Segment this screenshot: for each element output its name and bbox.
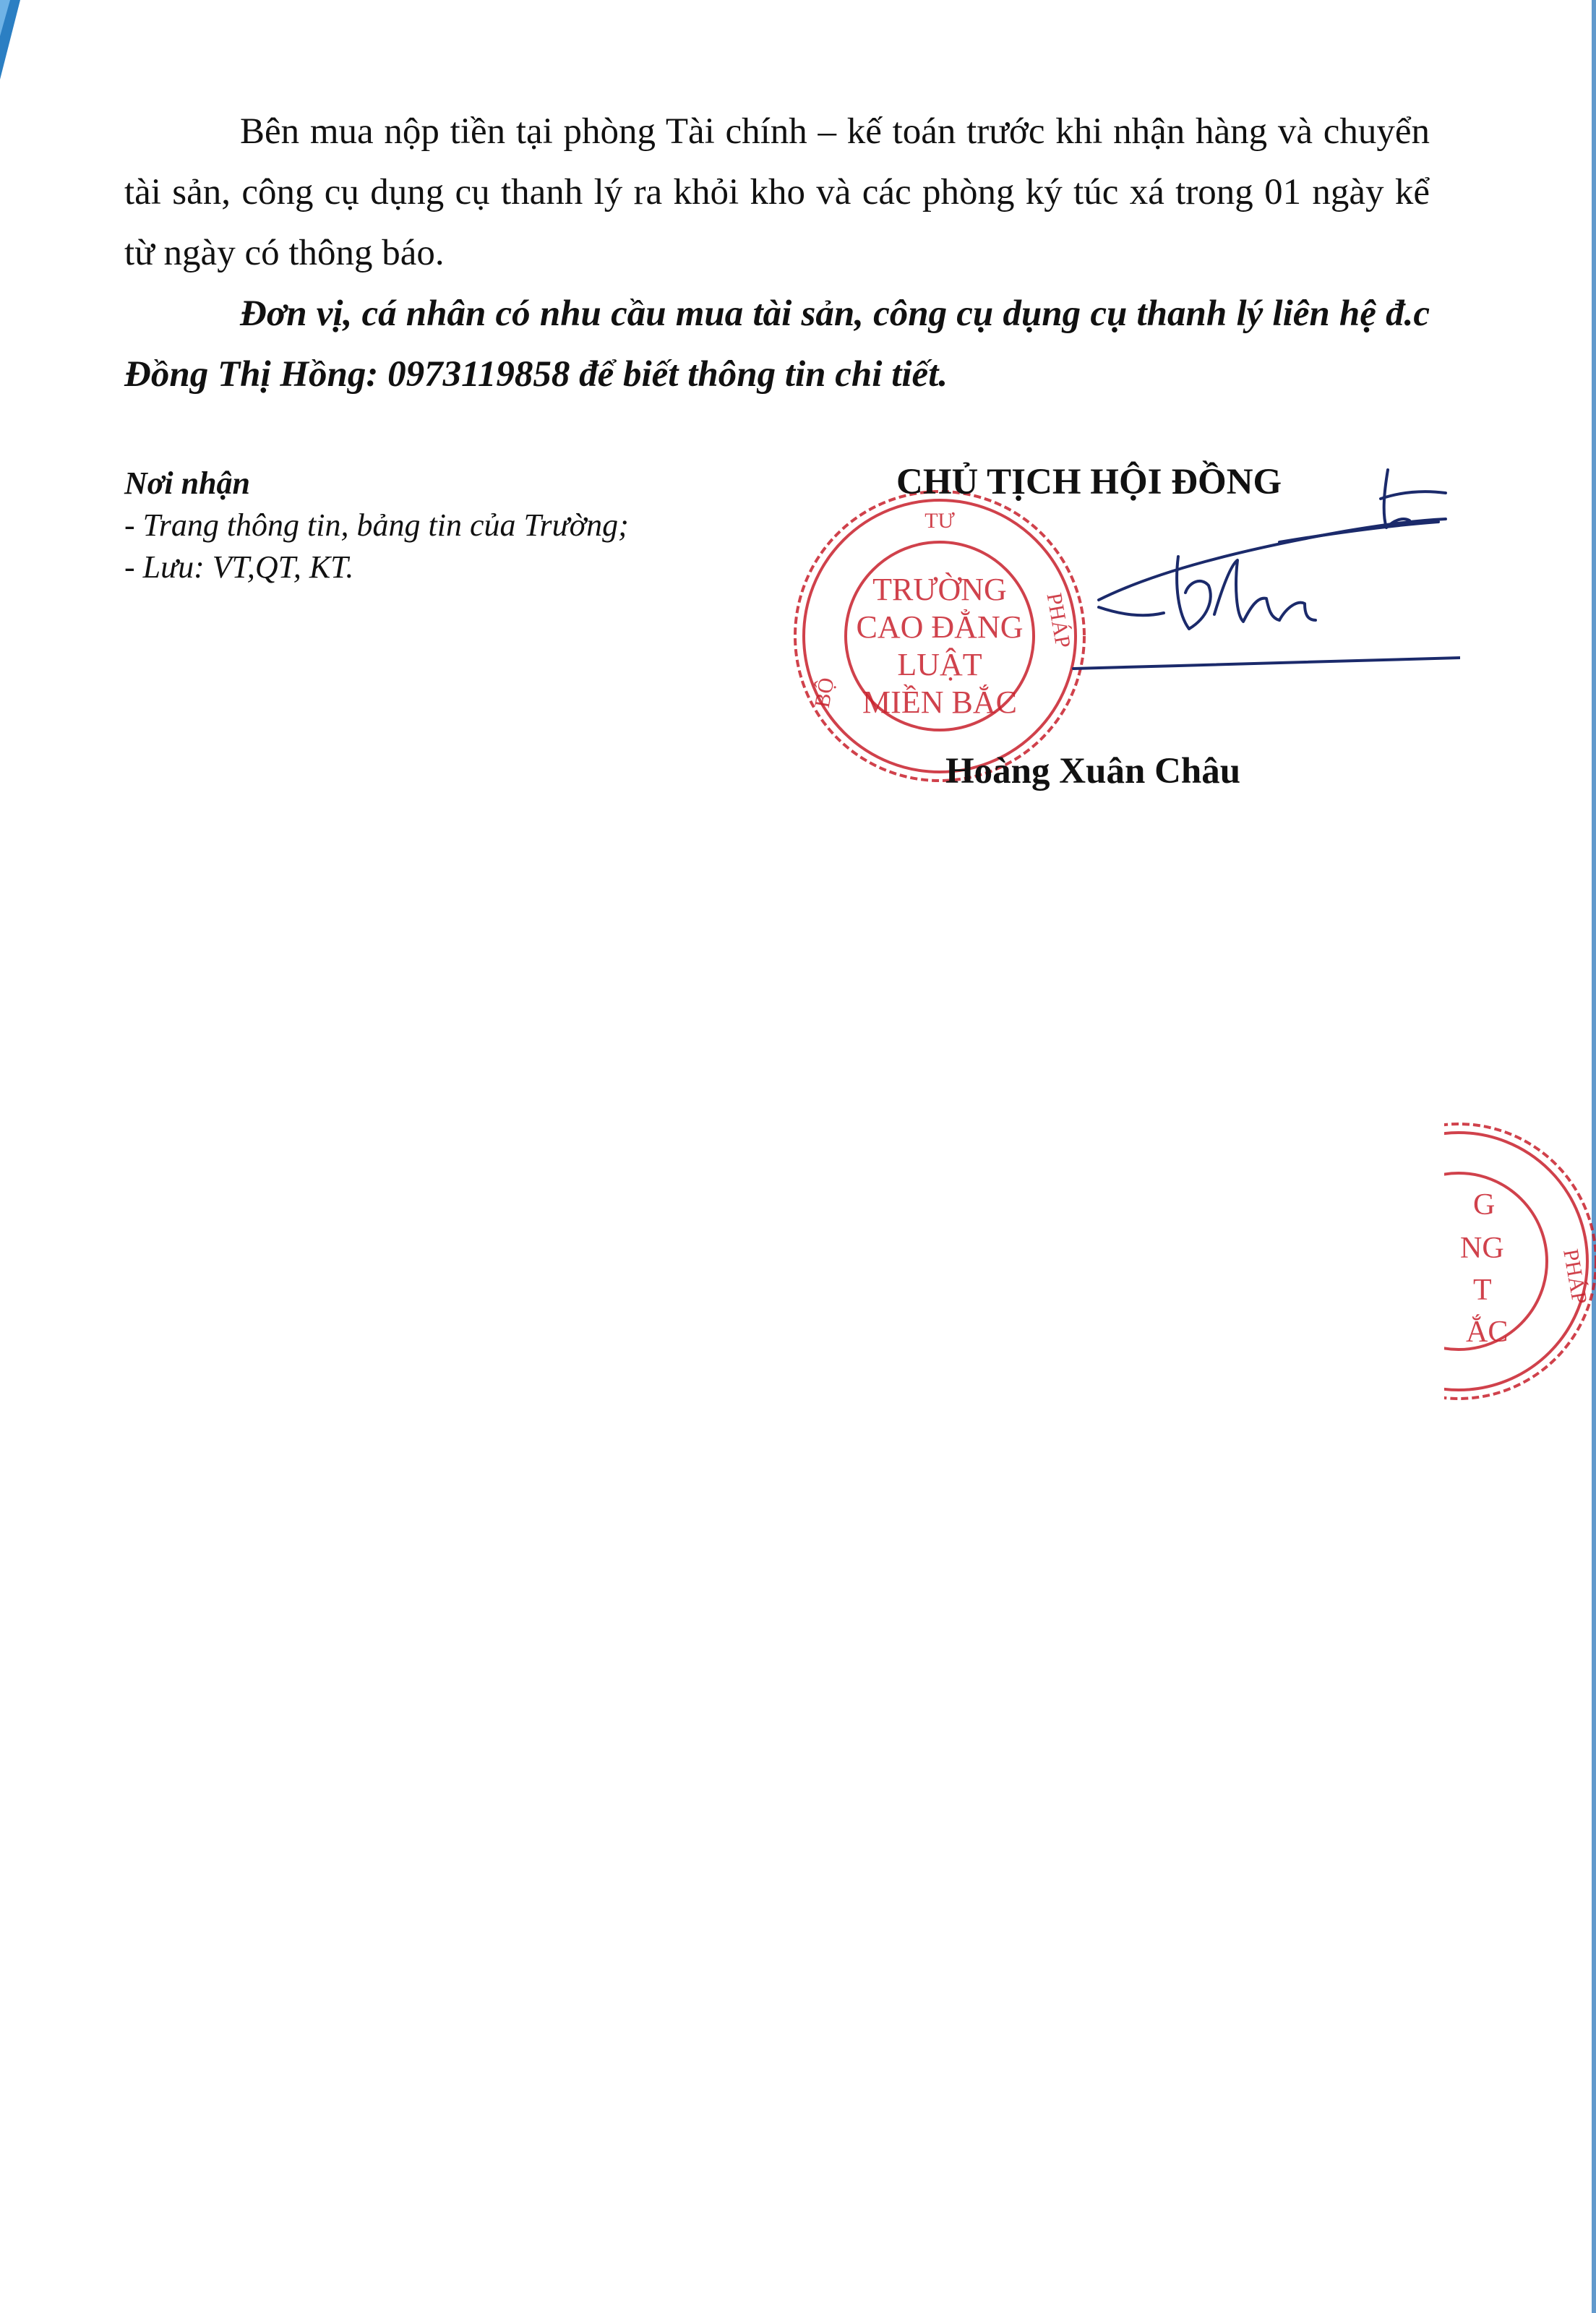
signer-title: CHỦ TỊCH HỘI ĐỒNG	[896, 462, 1282, 502]
signer-name: Hoàng Xuân Châu	[945, 751, 1241, 791]
seal-fragment-line: ẮC	[1466, 1316, 1509, 1349]
seal-line: LUẬT	[897, 647, 982, 682]
seal-fragment-stamp	[1444, 1106, 1596, 1417]
seal-fragment-line: G	[1473, 1188, 1496, 1222]
seal-fragment-line: T	[1473, 1274, 1492, 1307]
seal-top-text: TƯ	[924, 509, 955, 533]
seal-line: MIỀN BẮC	[862, 685, 1017, 720]
seal-line: CAO ĐẲNG	[856, 609, 1024, 645]
signature-block	[795, 448, 1446, 824]
seal-fragment-side-text: PHÁP	[1558, 1247, 1592, 1306]
payment-paragraph: Bên mua nộp tiền tại phòng Tài chính – kế toán trước khi nhận hàng và chuyển tài sản, công cụ dụng cụ thanh lý ra khỏi kho và các phòng ký túc xá trong 01 ngày kể từ ngày có thông báo.	[124, 111, 1430, 273]
seal-fragment-line: NG	[1460, 1232, 1504, 1265]
recipients-block	[124, 463, 775, 588]
seal-right-text: PHÁP	[1042, 591, 1076, 650]
handwritten-signature	[940, 448, 1460, 708]
seal-line: TRƯỜNG	[872, 572, 1007, 607]
recipient-item: - Lưu: VT,QT, KT.	[124, 549, 354, 585]
recipient-item: - Trang thông tin, bảng tin của Trường;	[124, 507, 629, 543]
body-text	[124, 101, 1430, 405]
contact-paragraph: Đơn vị, cá nhân có nhu cầu mua tài sản, công cụ dụng cụ thanh lý liên hệ đ.c Đồng Thị Hồng: 0973119858 để biết thông tin chi tiết.	[124, 293, 1430, 395]
corner-decoration	[0, 0, 43, 130]
seal-left-text: BỘ	[810, 675, 839, 710]
recipients-heading: Nơi nhận	[124, 465, 251, 501]
